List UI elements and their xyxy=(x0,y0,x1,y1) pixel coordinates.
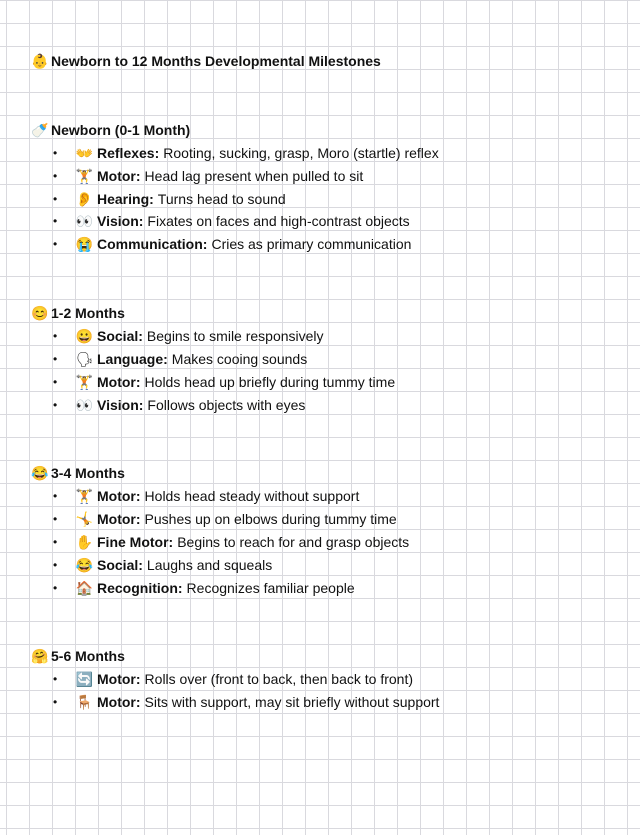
section-heading-1-2-months xyxy=(31,304,125,322)
item-label: Fine Motor: xyxy=(97,534,174,550)
list-item xyxy=(51,510,397,528)
item-text: Rolls over (front to back, then back to front) xyxy=(144,671,414,687)
section-heading-text: 1-2 Months xyxy=(51,305,125,321)
list-item xyxy=(51,579,355,597)
item-text: Fixates on faces and high-contrast objects xyxy=(147,213,410,229)
document-title-text: Newborn to 12 Months Developmental Milestones xyxy=(51,53,381,69)
list-item xyxy=(51,190,286,208)
list-item xyxy=(51,167,363,185)
item-text: Laughs and squeals xyxy=(146,557,273,573)
list-item xyxy=(51,327,324,345)
item-label: Language: xyxy=(97,351,168,367)
bullet: • xyxy=(53,169,58,183)
weightlifter-icon: 🏋 xyxy=(75,374,94,390)
list-item xyxy=(51,487,359,505)
crying-face-icon: 😭 xyxy=(75,236,94,252)
raised-hand-icon: ✋ xyxy=(75,534,94,550)
section-heading-5-6-months xyxy=(31,647,125,665)
item-label: Vision: xyxy=(97,397,144,413)
house-icon: 🏠 xyxy=(75,580,94,596)
section-heading-text: 5-6 Months xyxy=(51,648,125,664)
item-label: Motor: xyxy=(97,374,141,390)
bullet: • xyxy=(53,329,58,343)
bullet: • xyxy=(53,581,58,595)
item-label: Communication: xyxy=(97,236,208,252)
list-item xyxy=(51,396,305,414)
bullet: • xyxy=(53,214,58,228)
item-label: Motor: xyxy=(97,511,141,527)
list-item xyxy=(51,670,413,688)
item-text: Holds head up briefly during tummy time xyxy=(144,374,396,390)
tears-of-joy-icon: 😂 xyxy=(31,465,49,481)
item-label: Reflexes: xyxy=(97,145,160,161)
item-label: Motor: xyxy=(97,168,141,184)
bullet: • xyxy=(53,237,58,251)
item-label: Motor: xyxy=(97,671,141,687)
item-text: Holds head steady without support xyxy=(144,488,360,504)
item-label: Recognition: xyxy=(97,580,183,596)
list-item xyxy=(51,235,411,253)
cartwheel-icon: 🤸 xyxy=(75,511,94,527)
list-item xyxy=(51,350,307,368)
bullet: • xyxy=(53,192,58,206)
item-label: Social: xyxy=(97,557,143,573)
item-text: Cries as primary communication xyxy=(211,236,412,252)
list-item xyxy=(51,533,409,551)
list-item xyxy=(51,556,272,574)
bullet: • xyxy=(53,398,58,412)
bullet: • xyxy=(53,489,58,503)
item-text: Pushes up on elbows during tummy time xyxy=(144,511,397,527)
item-text: Begins to reach for and grasp objects xyxy=(177,534,410,550)
bullet: • xyxy=(53,535,58,549)
eyes-icon: 👀 xyxy=(75,213,94,229)
weightlifter-icon: 🏋 xyxy=(75,488,94,504)
item-text: Recognizes familiar people xyxy=(186,580,355,596)
bullet: • xyxy=(53,146,58,160)
list-item xyxy=(51,693,439,711)
eyes-icon: 👀 xyxy=(75,397,94,413)
open-hands-icon: 👐 xyxy=(75,145,94,161)
item-label: Hearing: xyxy=(97,191,154,207)
ear-icon: 👂 xyxy=(75,191,94,207)
hugging-face-icon: 🤗 xyxy=(31,648,49,664)
speaking-head-icon: 🗣 xyxy=(75,351,94,367)
item-text: Follows objects with eyes xyxy=(147,397,306,413)
item-text: Sits with support, may sit briefly without support xyxy=(144,694,440,710)
bullet: • xyxy=(53,352,58,366)
section-heading-3-4-months xyxy=(31,464,125,482)
document-title xyxy=(31,52,381,70)
item-label: Social: xyxy=(97,328,143,344)
grinning-face-icon: 😀 xyxy=(75,328,94,344)
item-label: Motor: xyxy=(97,694,141,710)
bullet: • xyxy=(53,672,58,686)
section-heading-newborn xyxy=(31,121,190,139)
weightlifter-icon: 🏋 xyxy=(75,168,94,184)
item-label: Vision: xyxy=(97,213,144,229)
rotate-arrows-icon: 🔄 xyxy=(75,671,94,687)
item-text: Makes cooing sounds xyxy=(171,351,308,367)
list-item xyxy=(51,144,439,162)
item-text: Begins to smile responsively xyxy=(146,328,324,344)
item-text: Rooting, sucking, grasp, Moro (startle) reflex xyxy=(163,145,439,161)
bullet: • xyxy=(53,695,58,709)
baby-bottle-icon: 🍼 xyxy=(31,122,49,138)
baby-icon: 👶 xyxy=(31,53,49,69)
section-heading-text: Newborn (0-1 Month) xyxy=(51,122,191,138)
bullet: • xyxy=(53,558,58,572)
section-heading-text: 3-4 Months xyxy=(51,465,125,481)
chair-icon: 🪑 xyxy=(75,694,94,710)
item-label: Motor: xyxy=(97,488,141,504)
tears-of-joy-icon: 😂 xyxy=(75,557,94,573)
bullet: • xyxy=(53,375,58,389)
item-text: Turns head to sound xyxy=(157,191,286,207)
list-item xyxy=(51,373,395,391)
list-item xyxy=(51,212,410,230)
smiling-face-icon: 😊 xyxy=(31,305,49,321)
bullet: • xyxy=(53,512,58,526)
item-text: Head lag present when pulled to sit xyxy=(144,168,364,184)
